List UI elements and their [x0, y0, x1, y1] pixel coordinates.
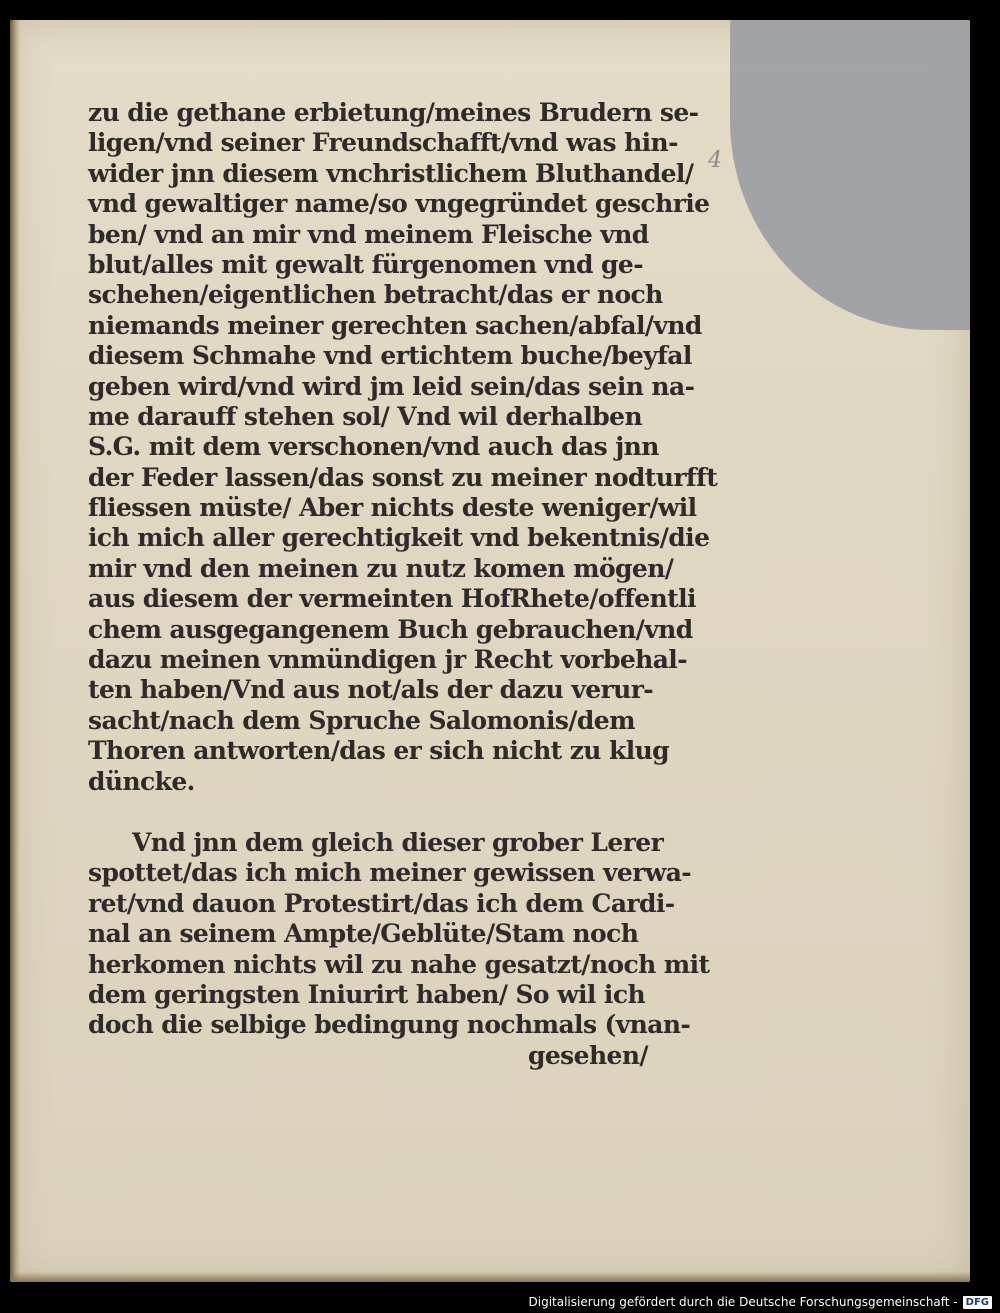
paragraph-spacer	[88, 797, 688, 828]
text-line: wider jnn diesem vnchristlichem Bluthandel/	[88, 158, 694, 188]
text-line: ret/vnd dauon Protestirt/das ich dem Cardi-	[88, 888, 675, 918]
paragraph-2	[88, 827, 710, 1071]
text-line: ben/ vnd an mir vnd meinem Fleische vnd	[88, 219, 649, 249]
text-line: spottet/das ich mich meiner gewissen verwa-	[88, 858, 692, 888]
text-line: Vnd jnn dem gleich dieser grober Lerer	[132, 827, 664, 857]
text-line: zu die gethane erbietung/meines Brudern se-	[88, 98, 699, 127]
body-text	[88, 98, 718, 1071]
digitization-credit	[529, 1295, 993, 1309]
text-line: der Feder lassen/das sonst zu meiner nodturfft	[88, 462, 718, 492]
text-line: me darauff stehen sol/ Vnd wil derhalben	[88, 401, 643, 431]
paper-stain	[730, 20, 970, 330]
text-line: doch die selbige bedingung nochmals (vnan-	[88, 1010, 691, 1040]
text-line: schehen/eigentlichen betracht/das er noch	[88, 280, 663, 310]
text-line: sacht/nach dem Spruche Salomonis/dem	[88, 705, 635, 735]
text-line: ich mich aller gerechtigkeit vnd bekentnis/die	[88, 523, 710, 553]
text-line: geben wird/vnd wird jm leid sein/das sein na-	[88, 371, 695, 401]
text-line: niemands meiner gerechten sachen/abfal/vnd	[88, 310, 702, 340]
text-line: diesem Schmahe vnd ertichtem buche/beyfal	[88, 341, 692, 371]
text-line: mir vnd den meinen zu nutz komen mögen/	[88, 553, 674, 583]
catchword: gesehen/	[528, 1040, 648, 1070]
page-number: 4	[708, 148, 722, 173]
text-line: vnd gewaltiger name/so vngegründet geschrie	[88, 189, 710, 219]
text-line: blut/alles mit gewalt fürgenomen vnd ge-	[88, 249, 643, 279]
text-line: dem geringsten Iniurirt haben/ So wil ich	[88, 979, 646, 1009]
text-line: ligen/vnd seiner Freundschafft/vnd was hin-	[88, 128, 678, 158]
credit-text: Digitalisierung gefördert durch die Deutsche Forschungsgemeinschaft -	[528, 1295, 958, 1309]
text-line: herkomen nichts wil zu nahe gesatzt/noch mit	[88, 949, 710, 979]
dfg-logo-icon: DFG	[963, 1296, 992, 1309]
text-line: S.G. mit dem verschonen/vnd auch das jnn	[88, 432, 659, 462]
text-line: dazu meinen vnmündigen jr Recht vorbehal-	[88, 645, 687, 675]
page-bottom-shadow	[10, 1272, 970, 1282]
text-line: aus diesem der vermeinten HofRhete/offentli	[88, 584, 696, 614]
text-line: ten haben/Vnd aus not/als der dazu verur-	[88, 675, 654, 705]
book-page	[10, 20, 970, 1282]
text-line: düncke.	[88, 766, 195, 796]
text-line: fliessen müste/ Aber nichts deste weniger/wil	[88, 493, 697, 523]
text-line: Thoren antworten/das er sich nicht zu klug	[88, 736, 670, 766]
text-line: chem ausgegangenem Buch gebrauchen/vnd	[88, 614, 693, 644]
page-edge-shadow	[10, 20, 20, 1282]
paragraph-1	[88, 98, 718, 797]
text-line: nal an seinem Ampte/Geblüte/Stam noch	[88, 919, 639, 949]
